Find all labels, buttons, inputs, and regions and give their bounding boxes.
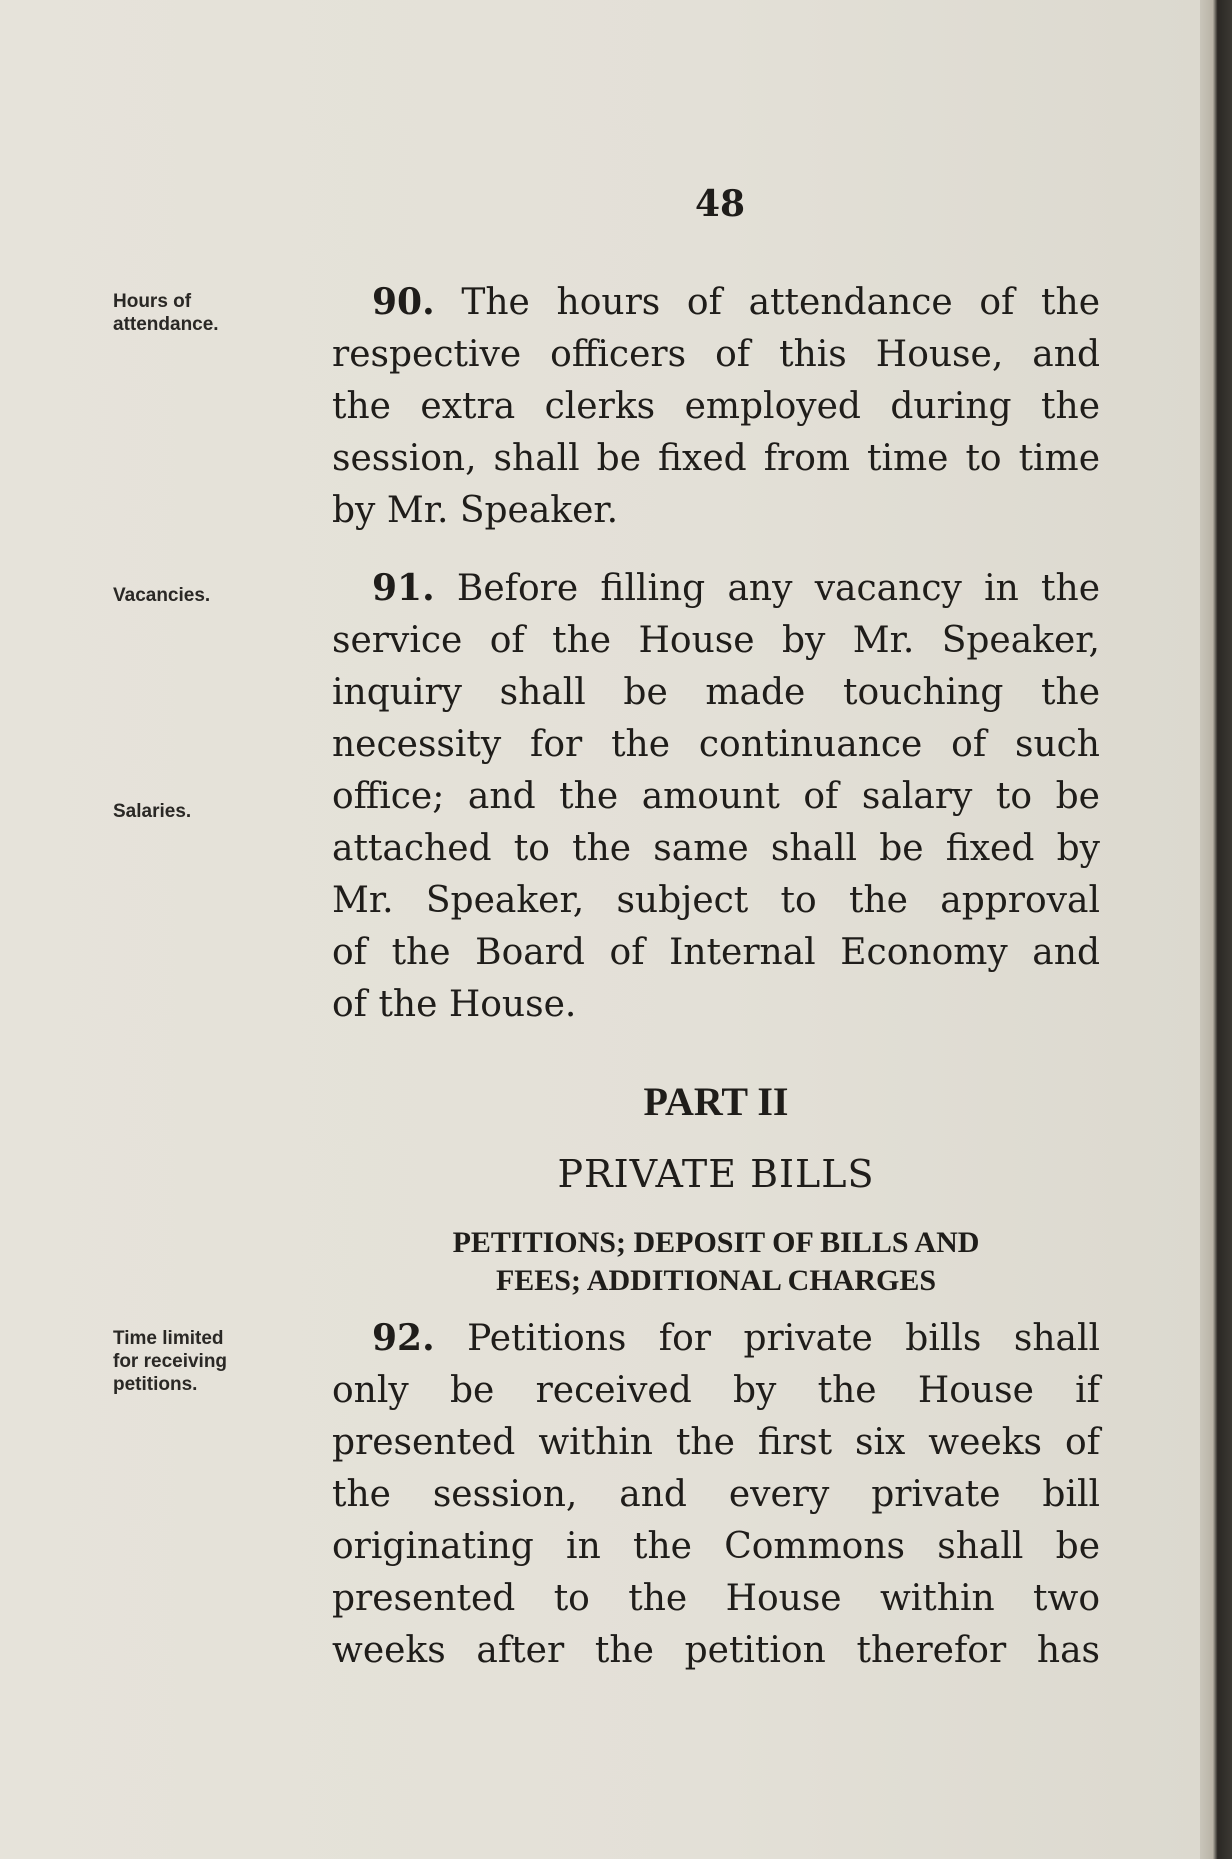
section-line: of the House. xyxy=(332,984,577,1025)
section-90 xyxy=(332,276,1100,537)
margin-note-hours-of-attendance xyxy=(113,290,313,336)
page-number: 48 xyxy=(694,183,746,225)
subheading-line: FEES; ADDITIONAL CHARGES xyxy=(495,1264,937,1297)
section-line: service of the House by Mr. Speaker, xyxy=(332,620,1100,661)
section-line: office; and the amount of salary to be xyxy=(332,776,1100,817)
section-line: inquiry shall be made touching the xyxy=(332,672,1100,713)
section-number: 92. xyxy=(372,1317,435,1359)
margin-note-line: Time limited xyxy=(113,1328,224,1349)
section-line: weeks after the petition therefor has xyxy=(332,1630,1100,1671)
section-line: only be received by the House if xyxy=(332,1370,1100,1411)
part-heading: PART II xyxy=(643,1079,789,1124)
section-line: originating in the Commons shall be xyxy=(332,1526,1100,1567)
section-line: session, shall be fixed from time to time xyxy=(332,438,1100,479)
section-line: presented within the first six weeks of xyxy=(332,1422,1100,1463)
margin-note-vacancies xyxy=(113,584,313,607)
section-line: attached to the same shall be fixed by xyxy=(332,828,1100,869)
section-line: the session, and every private bill xyxy=(332,1474,1100,1515)
section-line: respective officers of this House, and xyxy=(332,334,1100,375)
section-line: 92. Petitions for private bills shall xyxy=(372,1317,1100,1359)
section-line: Mr. Speaker, subject to the approval xyxy=(332,880,1100,921)
subheading-line: PETITIONS; DEPOSIT OF BILLS AND xyxy=(452,1226,980,1259)
margin-note-line: Salaries. xyxy=(113,801,192,822)
section-number: 91. xyxy=(372,567,435,609)
part-title: PRIVATE BILLS xyxy=(557,1152,875,1196)
section-line: the extra clerks employed during the xyxy=(332,386,1100,427)
margin-note-line: attendance. xyxy=(113,314,219,335)
margin-note-time-limited xyxy=(113,1327,313,1396)
section-line: presented to the House within two xyxy=(332,1578,1100,1619)
margin-note-salaries xyxy=(113,800,313,823)
section-91 xyxy=(332,562,1100,1031)
part-subheading xyxy=(332,1224,1100,1300)
margin-note-line: for receiving xyxy=(113,1351,228,1372)
section-line: 90. The hours of attendance of the xyxy=(372,281,1100,323)
section-line: by Mr. Speaker. xyxy=(332,490,619,531)
section-line: of the Board of Internal Economy and xyxy=(332,932,1100,973)
section-line: 91. Before filling any vacancy in the xyxy=(372,567,1100,609)
section-92 xyxy=(332,1312,1100,1677)
margin-note-line: Vacancies. xyxy=(113,585,211,606)
margin-note-line: Hours of xyxy=(113,291,192,312)
book-spine xyxy=(1200,0,1232,1859)
margin-note-line: petitions. xyxy=(113,1374,198,1395)
section-line: necessity for the continuance of such xyxy=(332,724,1100,765)
section-number: 90. xyxy=(372,281,435,323)
